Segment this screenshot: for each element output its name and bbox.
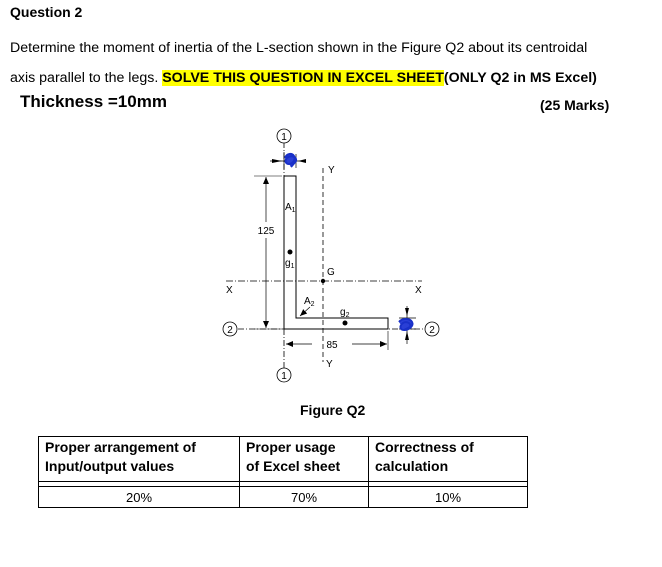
thickness-arrow-top-out	[298, 159, 306, 163]
question-text-start: axis parallel to the legs.	[10, 70, 159, 86]
marking-rubric-table	[38, 436, 528, 508]
area-a2-label: $A_2$	[304, 296, 315, 308]
section-marker-left-label: 2	[227, 325, 233, 336]
section-marker-right-label: 2	[429, 325, 435, 336]
dim-height-label: 125	[257, 226, 275, 237]
question-title: Question 2	[10, 4, 83, 20]
blue-scribble-right	[399, 319, 412, 330]
x-axis-right-label: X	[415, 285, 422, 296]
rubric-header-cell: Correctness of calculation	[369, 437, 528, 482]
rubric-value-cell: 70%	[240, 487, 369, 508]
thickness-label: Thickness =10mm	[20, 92, 167, 111]
blue-scribble-top	[285, 154, 296, 167]
x-axis-left-label: X	[226, 285, 233, 296]
thickness-arrow-right-out	[405, 331, 409, 340]
centroid-g2-label: $g_2$	[340, 307, 350, 319]
area-a2-leader	[300, 307, 310, 316]
section-marker-top-label: 1	[281, 132, 287, 143]
marks-label: (25 Marks)	[540, 97, 610, 113]
centroid-g1-point	[288, 250, 293, 255]
thickness-arrow-right-in	[405, 308, 409, 316]
centroid-g-point	[321, 279, 325, 283]
centroid-g2-point	[343, 321, 348, 326]
rubric-header-cell: Proper usage of Excel sheet	[240, 437, 369, 482]
section-marker-bottom-label: 1	[281, 371, 287, 382]
rubric-value-cell: 10%	[369, 487, 528, 508]
figure-caption: Figure Q2	[300, 402, 366, 418]
excel-instruction-highlight: SOLVE THIS QUESTION IN EXCEL SHEET	[162, 70, 444, 86]
excel-instruction-note: (ONLY Q2 in MS Excel)	[443, 70, 597, 86]
y-axis-bottom-label: Y	[326, 359, 333, 370]
rubric-header-cell: Proper arrangement of Input/output values	[39, 437, 240, 482]
area-a1-label: $A_1$	[285, 202, 296, 214]
dim-width-label: 85	[326, 340, 338, 351]
rubric-value-cell: 20%	[39, 487, 240, 508]
centroid-g1-label: $g_1$	[285, 258, 295, 270]
rubric-value-row	[39, 487, 528, 508]
question-text-line1: Determine the moment of inertia of the L-section shown in the Figure Q2 about its centroidal	[10, 40, 588, 56]
rubric-header-row	[39, 437, 528, 482]
y-axis-top-label: Y	[328, 165, 335, 176]
thickness-arrow-top-in	[272, 159, 282, 163]
l-section-outline	[284, 176, 388, 329]
centroid-g-label: G	[327, 267, 335, 278]
